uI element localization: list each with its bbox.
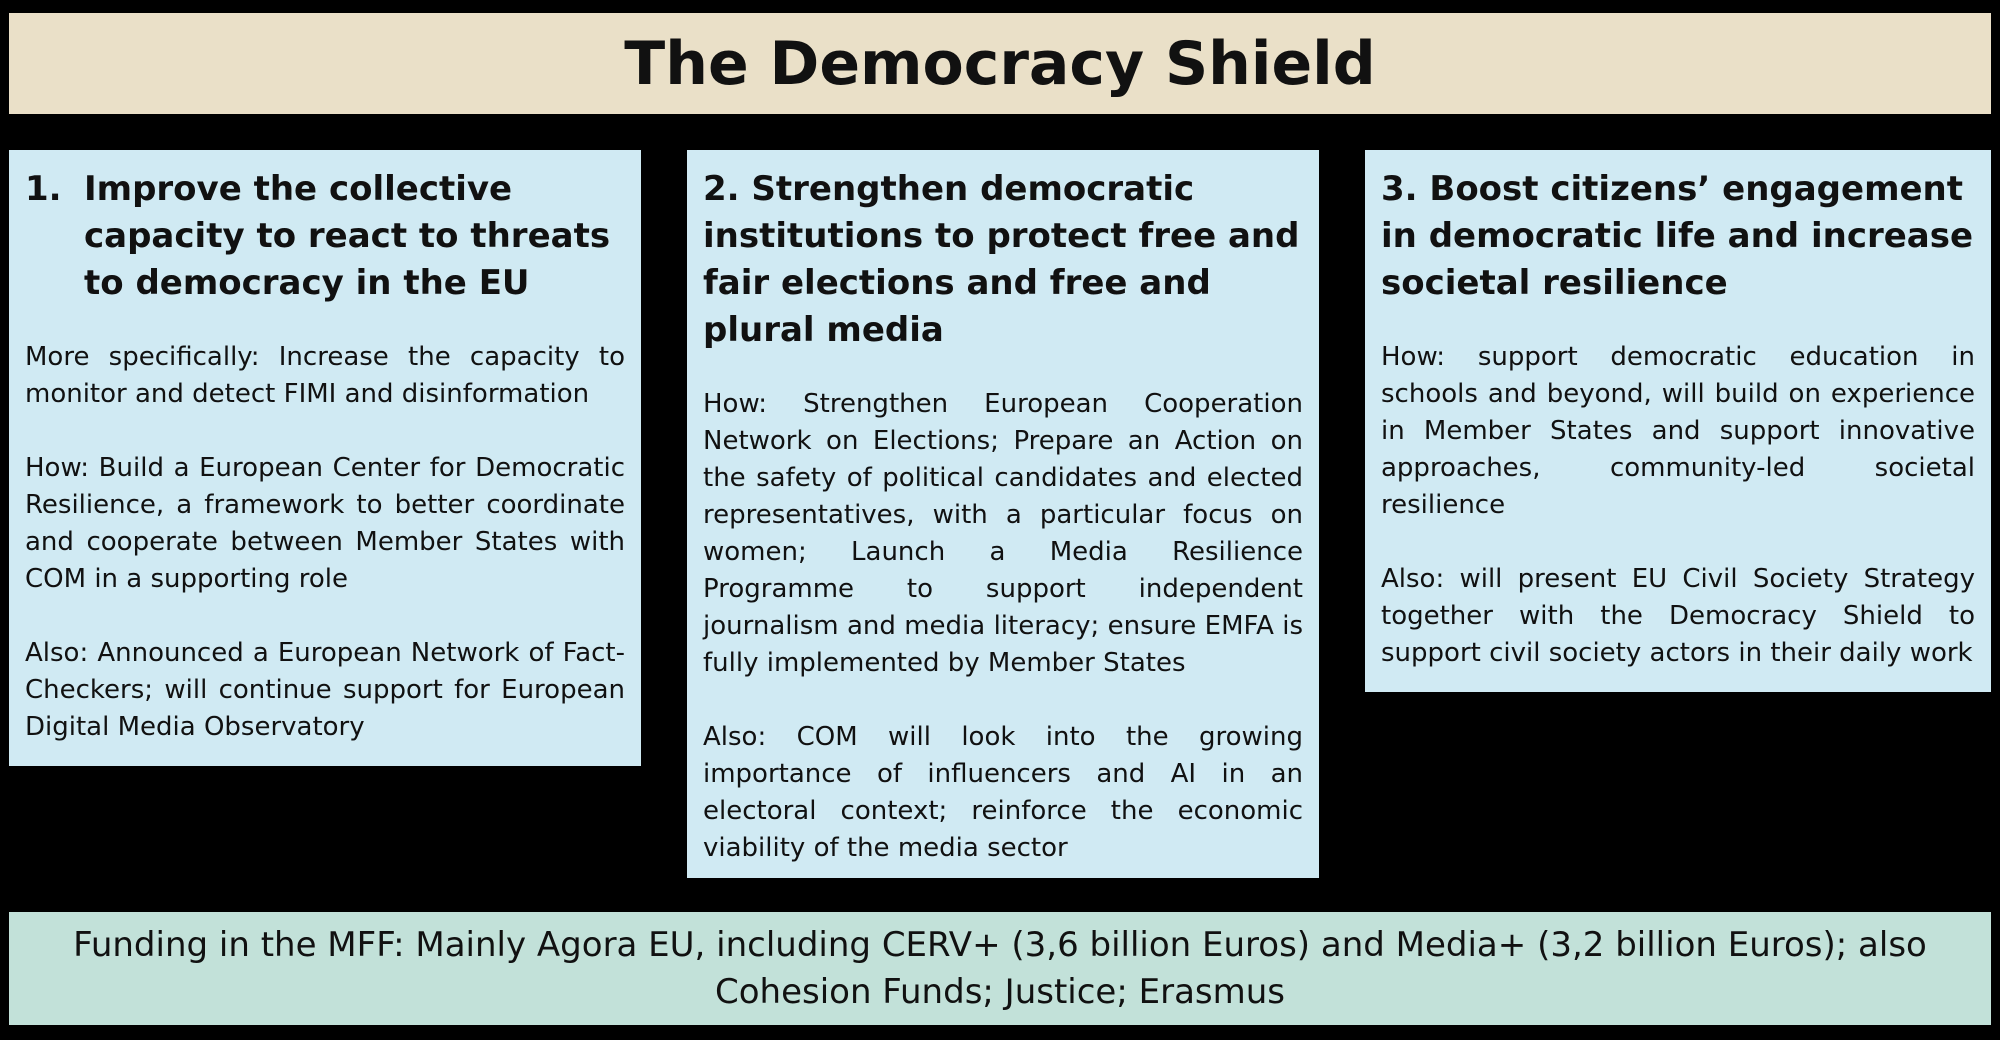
pillar-2-how: How: Strengthen European Cooperation Network on Elections; Prepare an Action on the safety of political candidates and elected representatives, with a particular focus on women; Launch a Media Resilience Programme to support independent journalism and media literacy; ensure EMFA is fully implemented by Member States: [703, 389, 1303, 678]
pillar-3-how: How: support democratic education in schools and beyond, will build on experience in Member States and support innovative approaches, community-led societal resilience: [1381, 342, 1975, 520]
funding-banner: [9, 912, 1991, 1025]
pillar-2-also: Also: COM will look into the growing importance of influencers and AI in an electoral context; reinforce the economic viability of the media sector: [703, 722, 1303, 863]
pillar-1-also: Also: Announced a European Network of Fact-Checkers; will continue support for European Digital Media Observatory: [25, 638, 625, 742]
pillar-1-heading-text: Improve the collective capacity to react to threats to democracy in the EU: [84, 169, 611, 303]
pillar-1-how: How: Build a European Center for Democratic Resilience, a framework to better coordinate and cooperate between Member States with COM in a supporting role: [25, 453, 625, 594]
pillar-1-specifically: More specifically: Increase the capacity to monitor and detect FIMI and disinformation: [25, 342, 625, 409]
funding-text: Funding in the MFF: Mainly Agora EU, including CERV+ (3,6 billion Euros) and Media+ (3,2 billion Euros); also Cohesion Funds; Justice; Erasmus: [73, 924, 1927, 1012]
pillar-1-box: [9, 150, 641, 766]
pillar-3-heading: 3. Boost citizens’ engagement in democratic life and increase societal resilience: [1381, 169, 1974, 303]
title-banner: [9, 13, 1991, 114]
pillar-3-also: Also: will present EU Civil Society Strategy together with the Democracy Shield to support civil society actors in their daily work: [1381, 564, 1975, 668]
pillar-1-heading: [25, 166, 625, 307]
pillar-2-heading: 2. Strengthen democratic institutions to protect free and fair elections and free and plural media: [703, 169, 1300, 350]
pillar-3-box: [1365, 150, 1991, 692]
pillar-1-number: 1.: [25, 169, 62, 209]
page-title: The Democracy Shield: [624, 28, 1376, 99]
pillar-2-box: [687, 150, 1319, 878]
